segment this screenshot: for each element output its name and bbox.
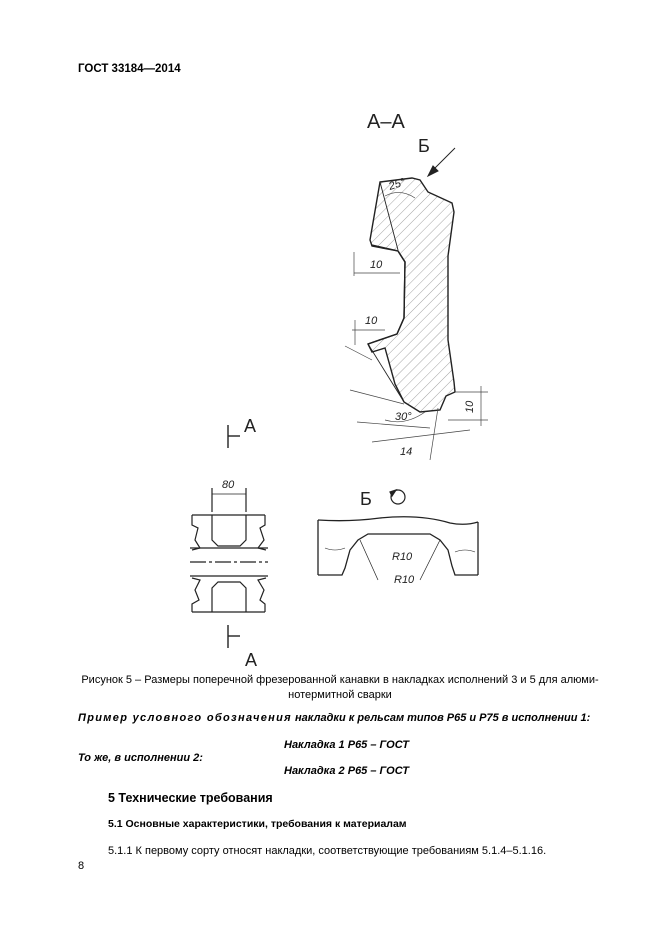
designation-1: Накладка 1 Р65 – ГОСТ bbox=[284, 739, 409, 751]
page-number: 8 bbox=[78, 860, 85, 872]
dim-width-top-10: 10 bbox=[370, 259, 383, 271]
dim-slot-width-80: 80 bbox=[222, 479, 235, 491]
view-detail-symbol bbox=[390, 490, 405, 504]
section-marker-bottom bbox=[228, 625, 240, 648]
example-label: Пример условного обозначения bbox=[78, 712, 292, 724]
example-line bbox=[78, 712, 590, 724]
subsection-title: 5.1 Основные характеристики, требования к материалам bbox=[108, 818, 407, 830]
section-marker-bottom-label: А bbox=[245, 650, 258, 670]
section-marker-top bbox=[228, 425, 240, 448]
dim-height-10: 10 bbox=[464, 400, 476, 413]
caption-line-1: Рисунок 5 – Размеры поперечной фрезерованной канавки в накладках исполнений 3 и 5 для алюми- bbox=[81, 674, 599, 686]
dim-width-mid-10: 10 bbox=[365, 315, 378, 327]
dim-angle-25: 25° bbox=[387, 176, 407, 193]
dim-length-14: 14 bbox=[400, 446, 413, 458]
dim-radius-1: R10 bbox=[392, 551, 413, 563]
section-profile bbox=[368, 178, 455, 412]
caption-line-2: нотермитной сварки bbox=[288, 689, 392, 701]
view-label-detail: Б bbox=[360, 489, 372, 509]
figure-caption bbox=[70, 673, 610, 703]
detail-profile bbox=[318, 517, 478, 580]
designation-2: Накладка 2 Р65 – ГОСТ bbox=[284, 765, 409, 777]
view-label-top: Б bbox=[418, 136, 430, 156]
clause-text: 5.1.1 К первому сорту относят накладки, соответствующие требованиям 5.1.4–5.1.16. bbox=[108, 845, 547, 857]
dim-angle-30: 30° bbox=[395, 411, 412, 423]
example-label-rest: накладки к рельсам типов Р65 и Р75 в исполнении 1: bbox=[291, 712, 591, 724]
section-title: 5 Технические требования bbox=[108, 791, 273, 805]
section-marker-top-label: А bbox=[244, 416, 257, 436]
section-label: А–А bbox=[367, 111, 405, 133]
same-label: То же, в исполнении 2: bbox=[78, 752, 203, 764]
plan-view bbox=[190, 488, 268, 612]
dim-radius-2: R10 bbox=[394, 574, 415, 586]
view-arrow bbox=[428, 148, 455, 176]
document-header: ГОСТ 33184—2014 bbox=[78, 63, 181, 75]
